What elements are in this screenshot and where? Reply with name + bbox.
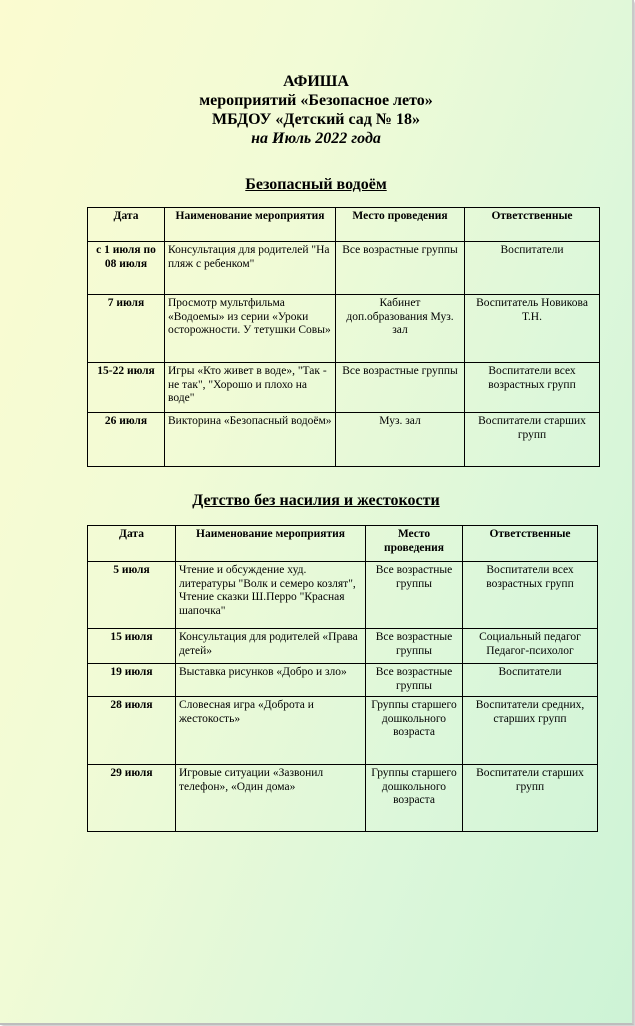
row-responsible: Социальный педагог Педагог-психолог (463, 629, 598, 664)
section-title-water-safety: Безопасный водоём (245, 176, 387, 193)
row-place: Все возрастные группы (336, 363, 465, 413)
row-date: 26 июля (88, 413, 165, 467)
table-row (88, 562, 598, 629)
row-responsible: Воспитатели (465, 242, 600, 295)
row-event: Игровые ситуации «Зазвонил телефон», «Один дома» (176, 765, 366, 832)
row-event: Консультация для родителей "На пляж с ребенком" (165, 242, 336, 295)
poster-subtitle: мероприятий «Безопасное лето» (199, 92, 433, 109)
table-row (88, 295, 600, 363)
poster-period: на Июль 2022 года (251, 130, 381, 147)
row-responsible: Воспитатели (463, 664, 598, 697)
row-place: Все возрастные группы (366, 664, 463, 697)
row-place: Кабинет доп.образования Муз. зал (336, 295, 465, 363)
row-responsible: Воспитатели всех возрастных групп (465, 363, 600, 413)
row-responsible: Воспитатели старших групп (463, 765, 598, 832)
row-event: Консультация для родителей «Права детей» (176, 629, 366, 664)
column-header-date: Дата (88, 526, 176, 562)
row-date: 15 июля (88, 629, 176, 664)
column-header-event: Наименование мероприятия (165, 208, 336, 242)
row-responsible: Воспитатели средних, старших групп (463, 697, 598, 765)
column-header-responsible: Ответственные (463, 526, 598, 562)
row-event: Просмотр мультфильма «Водоемы» из серии «Уроки осторожности. У тетушки Совы» (165, 295, 336, 363)
row-event: Игры «Кто живет в воде», "Так - не так", "Хорошо и плохо на воде" (165, 363, 336, 413)
column-header-responsible: Ответственные (465, 208, 600, 242)
row-place: Все возрастные группы (336, 242, 465, 295)
row-place: Группы старшего дошкольного возраста (366, 697, 463, 765)
organization-name: МБДОУ «Детский сад № 18» (212, 111, 420, 128)
row-date: 19 июля (88, 664, 176, 697)
row-date: с 1 июля по 08 июля (88, 242, 165, 295)
water-safety-table (87, 207, 600, 467)
table-header-row (88, 526, 598, 562)
section-title-no-violence: Детство без насилия и жестокости (192, 492, 440, 509)
poster-title: АФИША (283, 73, 349, 90)
row-place: Все возрастные группы (366, 562, 463, 629)
row-responsible: Воспитатель Новикова Т.Н. (465, 295, 600, 363)
column-header-date: Дата (88, 208, 165, 242)
row-event: Викторина «Безопасный водоём» (165, 413, 336, 467)
row-event: Выставка рисунков «Добро и зло» (176, 664, 366, 697)
table-header-row (88, 208, 600, 242)
row-date: 28 июля (88, 697, 176, 765)
row-event: Чтение и обсуждение худ. литературы "Волк и семеро козлят", Чтение сказки Ш.Перро "Красная шапочка" (176, 562, 366, 629)
table-row (88, 413, 600, 467)
row-date: 7 июля (88, 295, 165, 363)
poster-header (0, 72, 632, 148)
table-row (88, 697, 598, 765)
row-place: Группы старшего дошкольного возраста (366, 765, 463, 832)
row-responsible: Воспитатели старших групп (465, 413, 600, 467)
column-header-place: Место проведения (336, 208, 465, 242)
table-row (88, 664, 598, 697)
row-place: Все возрастные группы (366, 629, 463, 664)
column-header-event: Наименование мероприятия (176, 526, 366, 562)
no-violence-table (87, 525, 598, 832)
table-row (88, 363, 600, 413)
table-row (88, 629, 598, 664)
column-header-place: Место проведения (366, 526, 463, 562)
row-date: 29 июля (88, 765, 176, 832)
row-date: 5 июля (88, 562, 176, 629)
row-event: Словесная игра «Доброта и жестокость» (176, 697, 366, 765)
row-date: 15-22 июля (88, 363, 165, 413)
row-responsible: Воспитатели всех возрастных групп (463, 562, 598, 629)
row-place: Муз. зал (336, 413, 465, 467)
table-row (88, 765, 598, 832)
table-row (88, 242, 600, 295)
